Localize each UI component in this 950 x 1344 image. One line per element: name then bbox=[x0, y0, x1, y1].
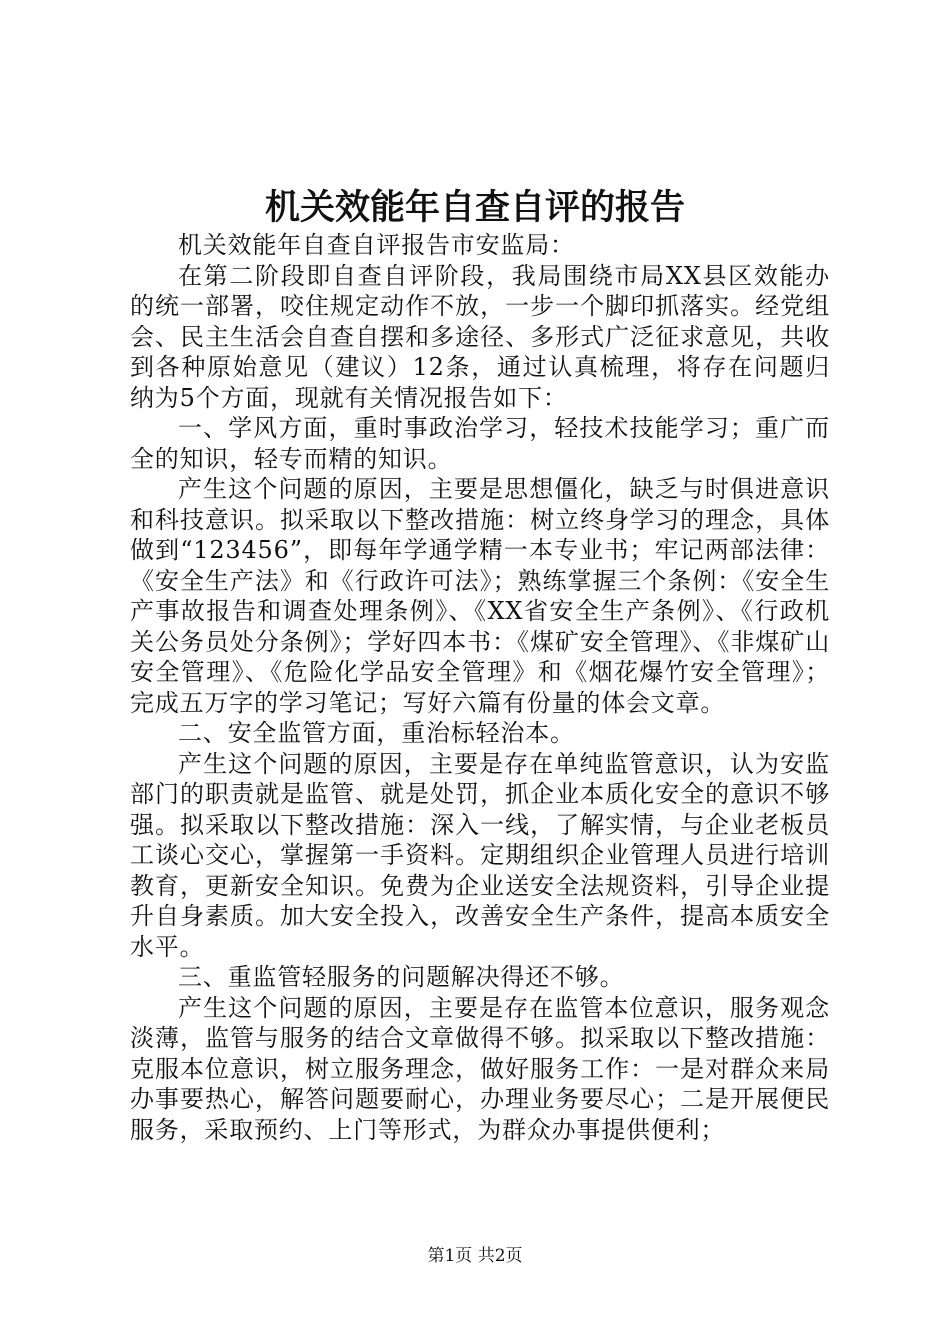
section-heading-2: 二、安全监管方面，重治标轻治本。 bbox=[178, 719, 575, 747]
document-title: 机关效能年自查自评的报告 bbox=[264, 188, 685, 228]
section-body-2: 产生这个问题的原因，主要是存在单纯监管意识，认为安监部门的职责就是监管、就是处罚，抓企业本质化安全的意识不够强。拟采取以下整改措施：深入一线，了解实情，与企业老板员工谈心交心，掌握第一手资料。定期组织企业管理人员进行培训教育，更新安全知识。免费为企业送安全法规资料，引导企业提升自身素质。加大安全投入，改善安全生产条件，提高本质安全水平。 bbox=[130, 749, 830, 961]
section-heading-1: 一、学风方面，重时事政治学习，轻技术技能学习；重广而全的知识，轻专而精的知识。 bbox=[130, 414, 830, 473]
document-body bbox=[130, 230, 830, 1145]
section-body-3: 产生这个问题的原因，主要是存在监管本位意识，服务观念淡薄，监管与服务的结合文章做得不够。拟采取以下整改措施：克服本位意识，树立服务理念，做好服务工作：一是对群众来局办事要热心，解答问题要耐心，办理业务要尽心；二是开展便民服务，采取预约、上门等形式，为群众办事提供便利； bbox=[130, 993, 830, 1144]
page-footer: 第1页 共2页 bbox=[427, 1246, 523, 1266]
intro-paragraph: 在第二阶段即自查自评阶段，我局围绕市局XX县区效能办的统一部署，咬住规定动作不放，一步一个脚印抓落实。经党组会、民主生活会自查自摆和多途径、多形式广泛征求意见，共收到各种原始意见（建议）12条，通过认真梳理，将存在问题归纳为5个方面，现就有关情况报告如下： bbox=[130, 261, 830, 412]
section-heading-3: 三、重监管轻服务的问题解决得还不够。 bbox=[178, 963, 625, 991]
section-body-1: 产生这个问题的原因，主要是思想僵化，缺乏与时俱进意识和科技意识。拟采取以下整改措施：树立终身学习的理念，具体做到“123456”，即每年学通学精一本专业书；牢记两部法律：《安全生产法》和《行政许可法》；熟练掌握三个条例：《安全生产事故报告和调查处理条例》、《XX省安全生产条例》、《行政机关公务员处分条例》；学好四本书：《煤矿安全管理》、《非煤矿山安全管理》、《危险化学品安全管理》和《烟花爆竹安全管理》；完成五万字的学习笔记；写好六篇有份量的体会文章。 bbox=[130, 475, 830, 717]
salutation-paragraph: 机关效能年自查自评报告市安监局： bbox=[178, 231, 575, 259]
